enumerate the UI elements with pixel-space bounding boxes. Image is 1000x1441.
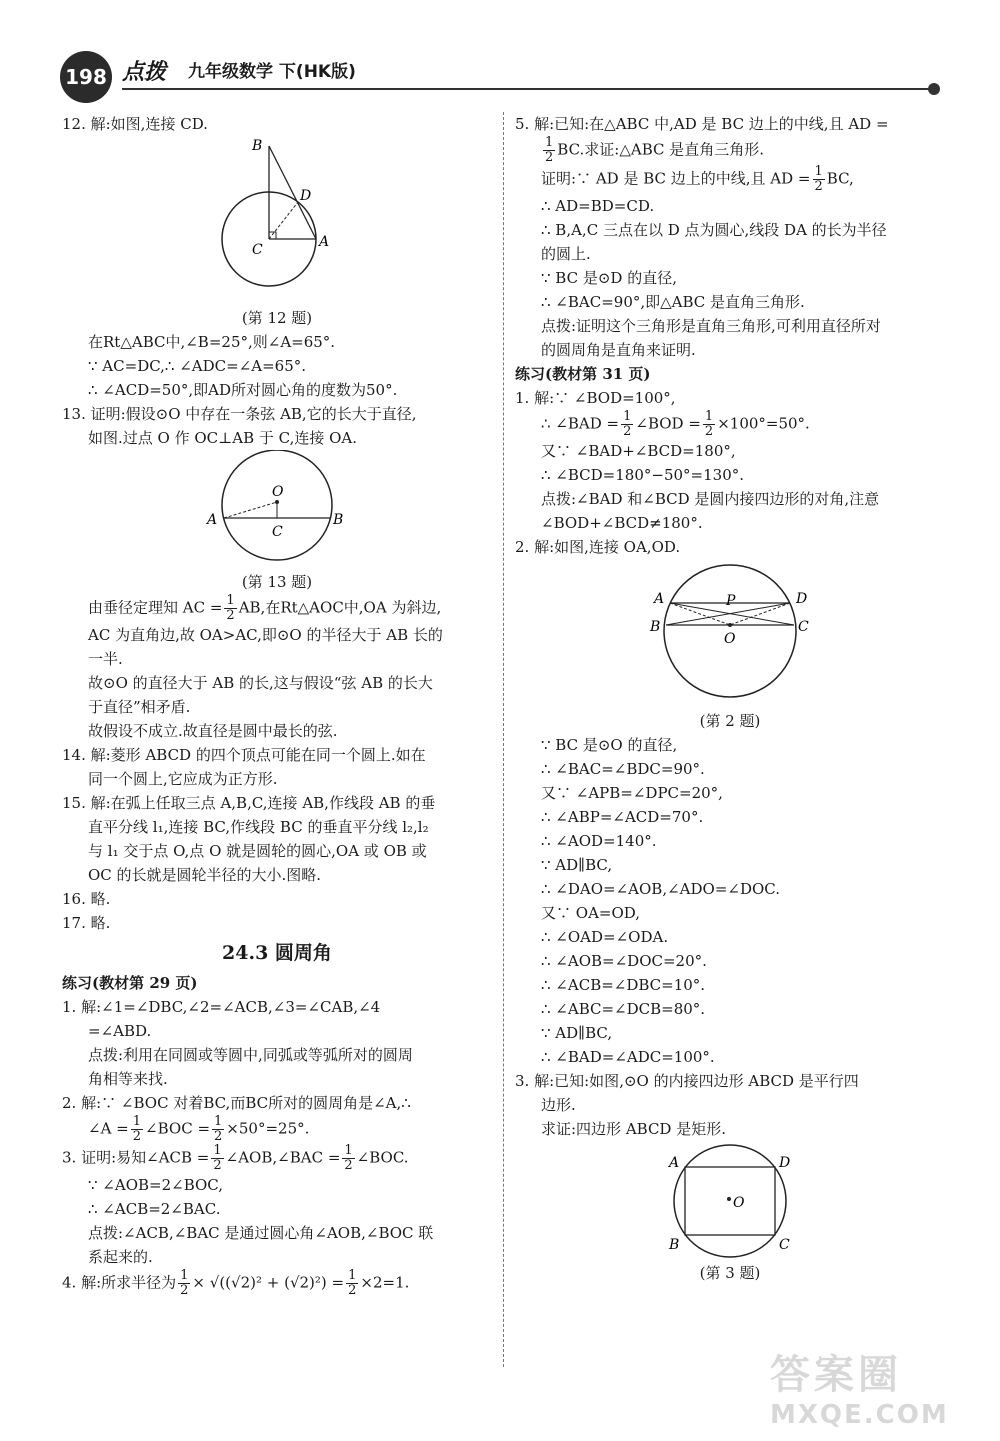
right-question-2-step: ∴ ∠AOD=140°. [541, 832, 657, 850]
problem-12-line: ∵ AC=DC,∴ ∠ADC=∠A=65°. [88, 357, 307, 375]
label-C: C [779, 1237, 790, 1253]
question-2-line: 2. 解:∵ ∠BOC 对着BC,而BC所对的圆周角是∠A,∴ [62, 1094, 411, 1112]
problem-15-line: 直平分线 l₁,连接 BC,作线段 BC 的垂直平分线 l₂,l₂ [88, 818, 429, 836]
left-column [62, 112, 492, 1298]
practice-heading: 练习(教材第 31 页) [515, 365, 651, 383]
label-O: O [724, 631, 736, 647]
fraction: $\frac{1}{2}$ [348, 1268, 357, 1298]
fraction: $\frac{1}{2}$ [623, 409, 632, 439]
problem-13-line: 如图.过点 O 作 OC⊥AB 于 C,连接 OA. [88, 429, 358, 447]
right-question-1-line: ∴ ∠BAD = $\frac{1}{2}$ ∠BOD = $\frac{1}{2}$ ×100°=50°. [541, 409, 810, 439]
label-O: O [272, 484, 284, 500]
fraction: $\frac{1}{2}$ [545, 135, 554, 165]
problem-15-line: 与 l₁ 交于点 O,点 O 就是圆轮的圆心,OA 或 OB 或 [88, 842, 427, 860]
header-rule [122, 88, 934, 90]
figure-2-caption: (第 2 题) [699, 712, 761, 730]
right-question-2-step: 又∵ OA=OD, [541, 904, 641, 922]
column-divider [503, 112, 505, 1367]
problem-5-tip: 点拨:证明这个三角形是直角三角形,可利用直径所对 [541, 317, 881, 335]
right-question-2-line: 2. 解:如图,连接 OA,OD. [515, 538, 681, 556]
problem-13-line: 由垂径定理知 AC = $\frac{1}{2}$ AB,在Rt△AOC中,OA 为斜边, [88, 593, 442, 623]
question-3-tip: 系起来的. [88, 1248, 153, 1266]
question-4-line: 4. 解:所求半径为 $\frac{1}{2}$ × √((√2)² + (√2)²) = $\frac{1}{2}$ ×2=1. [62, 1268, 410, 1298]
problem-14-line: 同一个圆上,它应成为正方形. [88, 770, 278, 788]
fraction: $\frac{1}{2}$ [180, 1268, 189, 1298]
right-question-2-step: ∴ ∠BAD=∠ADC=100°. [541, 1048, 715, 1066]
problem-15-line: 15. 解:在弧上任取三点 A,B,C,连接 AB,作线段 AB 的垂 [62, 794, 436, 812]
label-O: O [733, 1195, 745, 1211]
question-3-line: 3. 证明:易知∠ACB = $\frac{1}{2}$ ∠AOB,∠BAC = $\frac{1}{2}$ ∠BOC. [62, 1143, 409, 1173]
right-question-2-step: ∴ ∠BAC=∠BDC=90°. [541, 760, 705, 778]
problem-12-title: 12. 解:如图,连接 CD. [62, 115, 208, 133]
right-question-1-tip: ∠BOD+∠BCD≠180°. [541, 514, 703, 532]
right-question-1-line: 又∵ ∠BAD+∠BCD=180°, [541, 442, 736, 460]
fraction: $\frac{1}{2}$ [132, 1114, 142, 1144]
label-B: B [650, 619, 661, 635]
figure-12 [212, 136, 342, 306]
right-column [515, 112, 945, 1285]
header-rule-dot [928, 83, 940, 95]
right-question-2-step: ∵ AD∥BC, [541, 1024, 613, 1042]
figure-12-caption: (第 12 题) [241, 309, 313, 327]
label-C: C [798, 619, 809, 635]
right-question-2-step: ∴ ∠ACB=∠DBC=10°. [541, 976, 706, 994]
problem-13-line: 故⊙O 的直径大于 AB 的长,这与假设“弦 AB 的长大 [88, 674, 433, 692]
right-question-1-line: 1. 解:∵ ∠BOD=100°, [515, 389, 676, 407]
right-question-3-line: 求证:四边形 ABCD 是矩形. [541, 1120, 726, 1138]
question-2-line: ∠A = $\frac{1}{2}$ ∠BOC = $\frac{1}{2}$ ×50°=25°. [88, 1114, 310, 1144]
right-question-1-line: ∴ ∠BCD=180°−50°=130°. [541, 466, 745, 484]
right-question-3-line: 3. 解:已知:如图,⊙O 的内接四边形 ABCD 是平行四 [515, 1072, 859, 1090]
right-question-2-step: ∵ BC 是⊙O 的直径, [541, 736, 678, 754]
problem-17: 17. 略. [62, 914, 111, 932]
label-A: A [654, 591, 665, 607]
label-B: B [669, 1237, 680, 1253]
fraction: $\frac{1}{2}$ [214, 1114, 223, 1144]
problem-5-line: ∴ AD=BD=CD. [541, 197, 655, 215]
problem-12-line: ∴ ∠ACD=50°,即AD所对圆心角的度数为50°. [88, 381, 398, 399]
problem-5-line: ∴ B,A,C 三点在以 D 点为圆心,线段 DA 的长为半径 [541, 221, 887, 239]
right-question-2-step: ∴ ∠OAD=∠ODA. [541, 928, 669, 946]
label-D: D [300, 188, 312, 204]
fraction: $\frac{1}{2}$ [213, 1143, 222, 1173]
problem-5-line: ∴ ∠BAC=90°,即△ABC 是直角三角形. [541, 293, 805, 311]
problem-13-line: AC 为直角边,故 OA>AC,即⊙O 的半径大于 AB 长的 [88, 626, 443, 644]
watermark-title: 答案圈 [770, 1352, 902, 1398]
question-1-line: 1. 解:∠1=∠DBC,∠2=∠ACB,∠3=∠CAB,∠4 [62, 998, 381, 1016]
watermark [770, 1343, 960, 1430]
fraction: $\frac{1}{2}$ [344, 1143, 353, 1173]
label-D: D [796, 591, 808, 607]
right-question-2-step: ∴ ∠ABC=∠DCB=80°. [541, 1000, 706, 1018]
problem-12-line: 在Rt△ABC中,∠B=25°,则∠A=65°. [88, 333, 336, 351]
question-3-tip: 点拨:∠ACB,∠BAC 是通过圆心角∠AOB,∠BOC 联 [88, 1224, 434, 1242]
right-question-2-step: ∵ AD∥BC, [541, 856, 613, 874]
problem-5-line: $\frac{1}{2}$ BC.求证:△ABC 是直角三角形. [545, 135, 765, 165]
fraction: $\frac{1}{2}$ [704, 409, 714, 439]
figure-3 [655, 1141, 805, 1261]
right-question-2-step: 又∵ ∠APB=∠DPC=20°, [541, 784, 723, 802]
watermark-url: MXQE.COM [770, 1400, 949, 1430]
problem-14-line: 14. 解:菱形 ABCD 的四个顶点可能在同一个圆上.如在 [62, 746, 426, 764]
page-header [60, 45, 940, 105]
right-question-3-line: 边形. [541, 1096, 576, 1114]
problem-16: 16. 略. [62, 890, 111, 908]
book-subject: 九年级数学 下(HK版) [188, 62, 356, 82]
problem-13-line: 13. 证明:假设⊙O 中存在一条弦 AB,它的长大于直径, [62, 405, 417, 423]
right-question-2-step: ∴ ∠AOB=∠DOC=20°. [541, 952, 707, 970]
question-1-tip: 点拨:利用在同圆或等圆中,同弧或等弧所对的圆周 [88, 1046, 413, 1064]
figure-13-caption: (第 13 题) [241, 573, 313, 591]
label-A: A [669, 1155, 680, 1171]
practice-heading: 练习(教材第 29 页) [62, 974, 198, 992]
problem-15-line: OC 的长就是圆轮半径的大小.图略. [88, 866, 322, 884]
label-B: B [333, 512, 344, 528]
problem-5-line: 证明:∵ AD 是 BC 边上的中线,且 AD = $\frac{1}{2}$ BC, [541, 164, 854, 194]
figure-3-caption: (第 3 题) [699, 1264, 761, 1282]
right-question-1-tip: 点拨:∠BAD 和∠BCD 是圆内接四边形的对角,注意 [541, 490, 880, 508]
label-B: B [252, 138, 263, 154]
page-number: 198 [60, 51, 112, 103]
label-C: C [252, 242, 263, 258]
problem-5-line: 5. 解:已知:在△ABC 中,AD 是 BC 边上的中线,且 AD = [515, 115, 889, 133]
problem-13-line: 一半. [88, 650, 123, 668]
question-3-line: ∴ ∠ACB=2∠BAC. [88, 1200, 221, 1218]
problem-5-line: 的圆上. [541, 245, 591, 263]
problem-5-tip: 的圆周角是直角来证明. [541, 341, 696, 359]
question-1-line: =∠ABD. [88, 1022, 152, 1040]
fraction: $\frac{1}{2}$ [226, 593, 235, 623]
problem-13-line: 故假设不成立.故直径是圆中最长的弦. [88, 722, 338, 740]
label-A: A [207, 512, 218, 528]
label-P: P [726, 593, 736, 609]
problem-13-line: 于直径”相矛盾. [88, 698, 191, 716]
label-A: A [319, 234, 330, 250]
right-question-2-step: ∴ ∠DAO=∠AOB,∠ADO=∠DOC. [541, 880, 780, 898]
section-title: 24.3 圆周角 [222, 942, 332, 964]
problem-5-line: ∵ BC 是⊙D 的直径, [541, 269, 677, 287]
question-1-tip: 角相等来找. [88, 1070, 168, 1088]
question-3-line: ∵ ∠AOB=2∠BOC, [88, 1176, 224, 1194]
figure-2 [640, 559, 820, 709]
label-C: C [272, 524, 283, 540]
brand-logo: 点拨 [122, 59, 167, 85]
right-question-2-step: ∴ ∠ABP=∠ACD=70°. [541, 808, 704, 826]
fraction: $\frac{1}{2}$ [814, 164, 823, 194]
figure-13 [202, 450, 352, 570]
label-D: D [779, 1155, 791, 1171]
